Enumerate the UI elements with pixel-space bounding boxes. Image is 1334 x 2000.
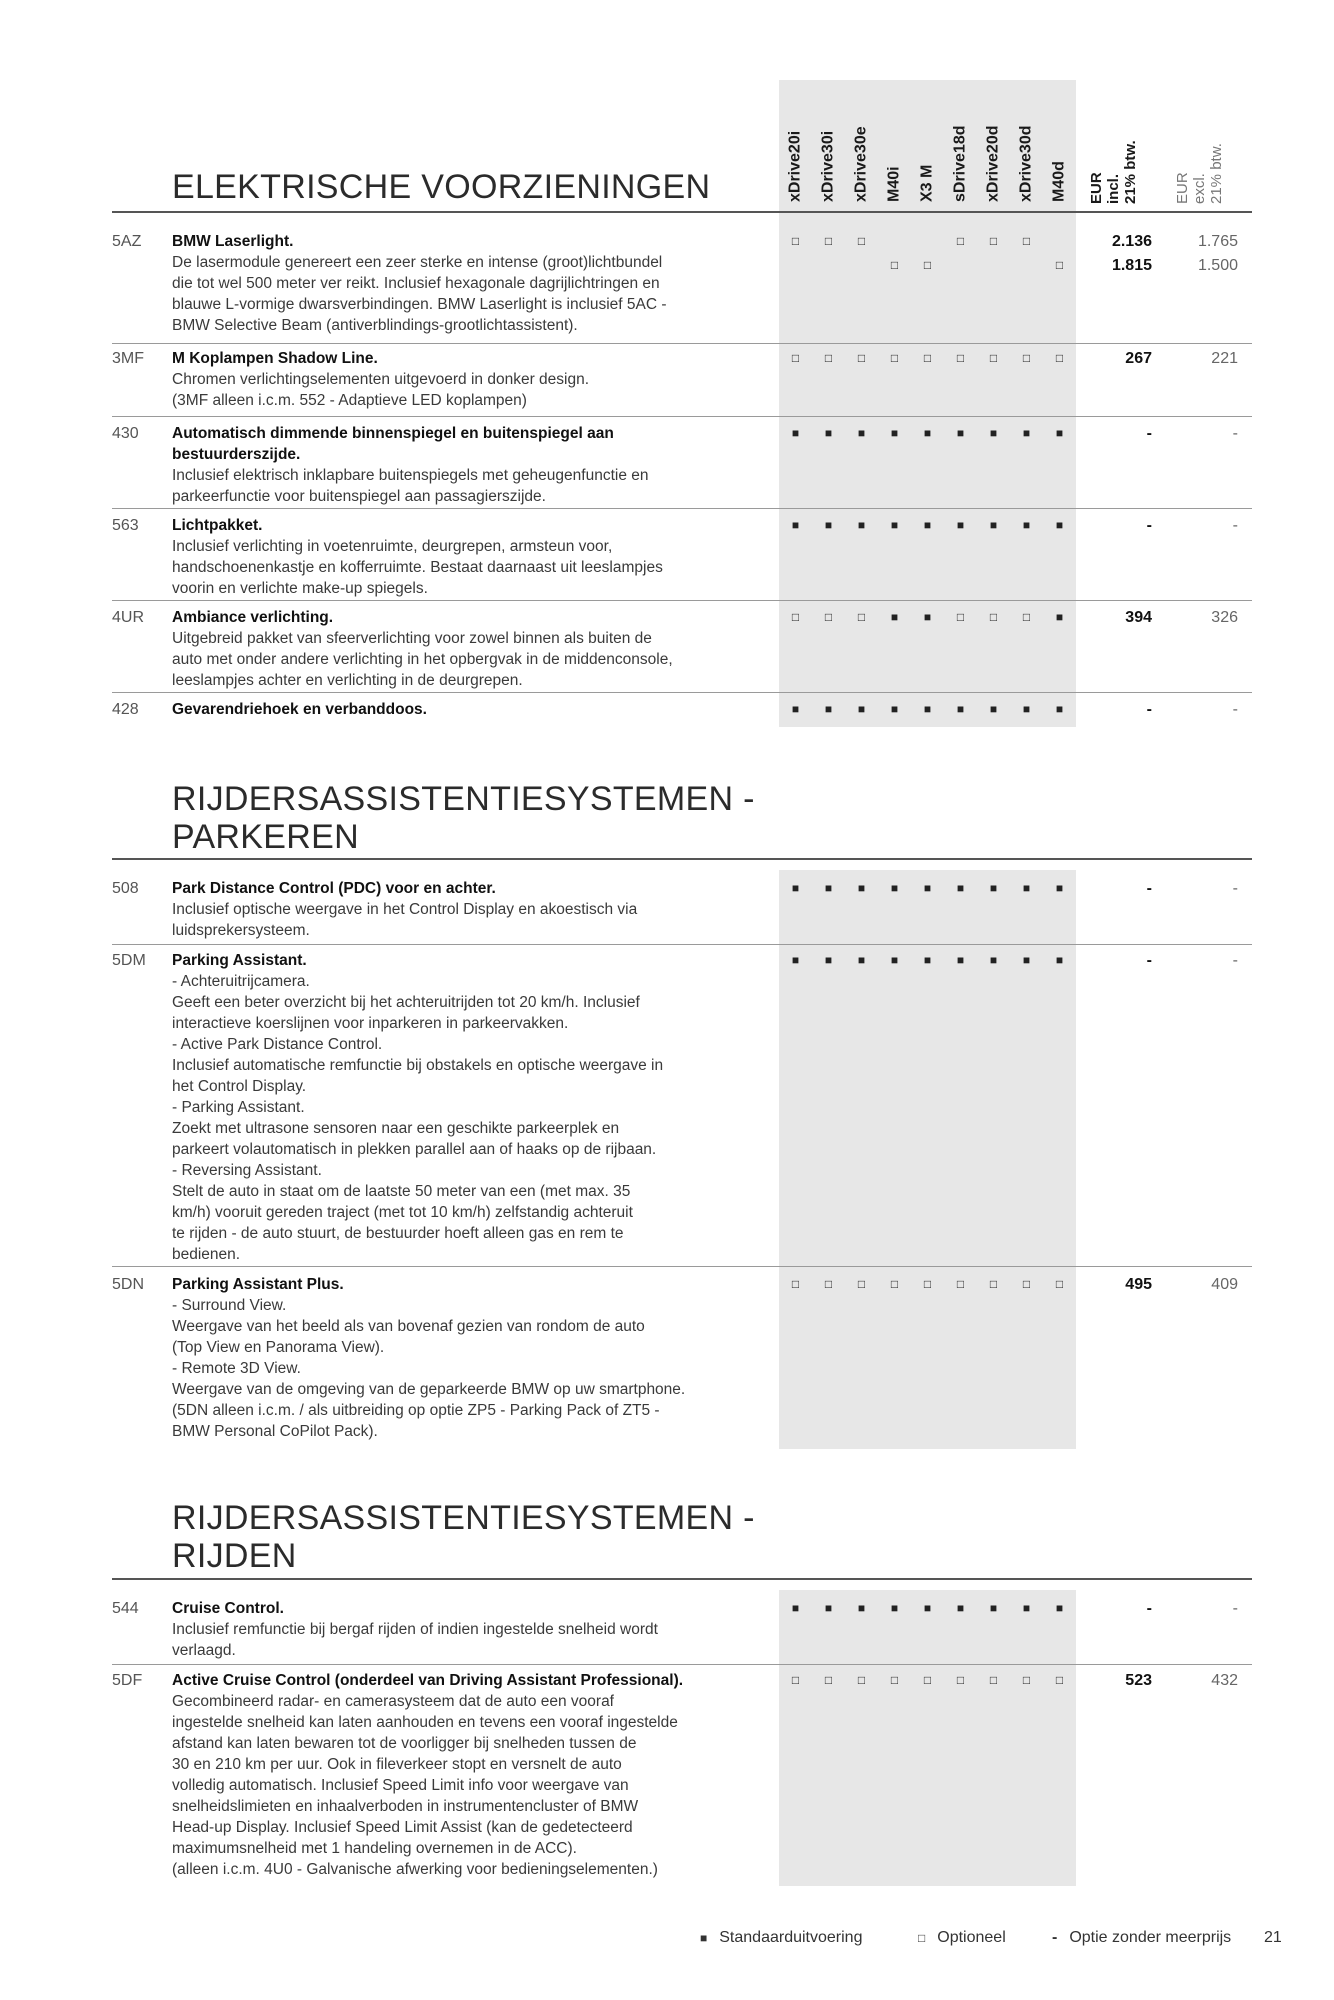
option-description: [172, 607, 762, 691]
price-excl-header: [1174, 110, 1225, 204]
standard-icon: ■: [890, 610, 899, 624]
standard-icon: ■: [890, 702, 899, 716]
model-header: [845, 80, 878, 202]
option-code: 428: [112, 701, 139, 718]
standard-icon: ■: [824, 426, 833, 440]
standard-icon: ■: [956, 1601, 965, 1615]
standard-icon: ■: [1055, 881, 1064, 895]
optional-icon: □: [857, 234, 866, 248]
standard-icon: ■: [890, 1601, 899, 1615]
section-title: ELEKTRISCHE VOORZIENINGEN: [172, 168, 711, 206]
model-header: [779, 80, 812, 202]
column-band: [1010, 1590, 1043, 1886]
dash-icon: -: [1052, 1929, 1058, 1946]
model-header-label: M40d: [1050, 161, 1068, 202]
legend-standard: [700, 1927, 862, 1949]
model-header: [944, 80, 977, 202]
option-body-text: Inclusief remfunctie bij bergaf rijden of indien ingestelde snelheid wordt verlaagd.: [172, 1621, 658, 1659]
option-title: Automatisch dimmende binnenspiegel en buitenspiegel aan bestuurderszijde.: [172, 425, 614, 463]
standard-icon: ■: [1055, 953, 1064, 967]
standard-icon: ■: [956, 702, 965, 716]
option-title: Gevarendriehoek en verbanddoos.: [172, 701, 427, 718]
optional-icon: □: [890, 351, 899, 365]
model-header: [1043, 80, 1076, 202]
legend-none: [1052, 1927, 1231, 1949]
column-band: [878, 1590, 911, 1886]
standard-icon: ■: [923, 881, 932, 895]
standard-icon: ■: [989, 426, 998, 440]
optional-icon: □: [989, 351, 998, 365]
standard-icon: ■: [1055, 518, 1064, 532]
row-divider: [112, 692, 1252, 693]
optional-icon: □: [956, 1277, 965, 1291]
optional-icon: □: [1022, 1277, 1031, 1291]
standard-icon: ■: [791, 518, 800, 532]
option-code: 5DM: [112, 952, 146, 969]
standard-icon: ■: [923, 1601, 932, 1615]
standard-icon: ■: [1055, 610, 1064, 624]
model-header-label: sDrive18d: [951, 125, 969, 202]
price-excl-header-line: excl.: [1191, 173, 1208, 204]
standard-icon: ■: [989, 953, 998, 967]
price-incl-header-line: 21% btw.: [1122, 140, 1139, 204]
price-excl-btw: -: [1232, 701, 1238, 718]
option-body-text: Inclusief verlichting in voetenruimte, deurgrepen, armsteun voor, handschoenenkastje en kofferruimte. Bestaat daarnaast uit leeslampjes voorin en verlichte make-up spiegels.: [172, 538, 663, 597]
price-incl-btw: 394: [1125, 609, 1152, 626]
standard-icon: ■: [1022, 953, 1031, 967]
price-incl-btw: 523: [1125, 1672, 1152, 1689]
optional-icon: □: [1055, 1277, 1064, 1291]
option-description: [172, 878, 762, 941]
model-header: [812, 80, 845, 202]
price-incl-header-line: EUR: [1088, 172, 1105, 204]
optional-icon: □: [1055, 258, 1064, 272]
row-divider: [112, 416, 1252, 417]
optional-icon: □: [1055, 1673, 1064, 1687]
column-band: [944, 1590, 977, 1886]
option-code: 563: [112, 517, 139, 534]
optional-icon: □: [857, 351, 866, 365]
option-body-text: - Surround View. Weergave van het beeld als van bovenaf gezien van rondom de auto (Top View en Panorama View). - Remote 3D View. Weergave van de omgeving van de geparkeerde BMW op uw smartphone. (5DN alleen i.c.m. / als uitbreiding op optie ZP5 - Parking Pack of ZT5 - BMW Personal CoPilot Pack).: [172, 1297, 686, 1440]
optional-icon: □: [956, 234, 965, 248]
optional-icon: □: [1022, 351, 1031, 365]
standard-icon: ■: [791, 426, 800, 440]
option-description: [172, 699, 762, 720]
option-body-text: De lasermodule genereert een zeer sterke en intense (groot)lichtbundel die tot wel 500 meter ver reikt. Inclusief hexagonale dagrijlichtringen en blauwe L-vormige dwarsverbindingen. BMW Laserlight is inclusief 5AC - BMW Selective Beam (antiverblindings-grootlichtassistent).: [172, 254, 667, 334]
price-excl-btw: 409: [1211, 1276, 1238, 1293]
standard-icon: ■: [1022, 1601, 1031, 1615]
option-description: [172, 1670, 762, 1880]
standard-icon: ■: [989, 518, 998, 532]
option-code: 430: [112, 425, 139, 442]
standard-icon: ■: [1022, 702, 1031, 716]
optional-icon: □: [791, 1673, 800, 1687]
option-code: 5DN: [112, 1276, 145, 1293]
option-body-text: Inclusief elektrisch inklapbare buitenspiegels met geheugenfunctie en parkeerfunctie voor buitenspiegel aan passagierszijde.: [172, 467, 649, 505]
option-title: Park Distance Control (PDC) voor en achter.: [172, 880, 496, 897]
option-code: 3MF: [112, 350, 144, 367]
price-incl-btw: -: [1146, 1600, 1152, 1617]
standard-icon: ■: [1022, 426, 1031, 440]
standard-icon: ■: [890, 881, 899, 895]
price-incl-btw: -: [1146, 517, 1152, 534]
optional-icon: □: [824, 234, 833, 248]
option-title: Ambiance verlichting.: [172, 609, 334, 626]
optional-icon: □: [824, 610, 833, 624]
standard-icon: ■: [824, 518, 833, 532]
price-incl-btw: -: [1146, 952, 1152, 969]
model-header-label: xDrive20i: [786, 130, 804, 202]
optional-icon: □: [956, 351, 965, 365]
legend-none-label: Optie zonder meerprijs: [1069, 1929, 1232, 1946]
standard-icon: ■: [791, 881, 800, 895]
option-description: [172, 1598, 762, 1661]
option-description: [172, 1274, 762, 1442]
column-band: [812, 1590, 845, 1886]
optional-icon: □: [923, 1673, 932, 1687]
standard-icon: ■: [956, 426, 965, 440]
option-body-text: Gecombineerd radar- en camerasysteem dat de auto een vooraf ingestelde snelheid kan laten aanhouden en tevens een vooraf ingestelde afstand kan laten bewaren tot de voorligger bij snelheden tussen de 30 en 210 km per uur. Ook in fileverkeer stopt en versnelt de auto volledig automatisch. Inclusief Speed Limit info voor weergave van snelheidslimieten en inhaalverboden in instrumentencluster of BMW Head-up Display. Inclusief Speed Limit Assist (kan de gedetecteerd maximumsnelheid met 1 handeling overnemen in de ACC). (alleen i.c.m. 4U0 - Galvanische afwerking voor bedieningselementen.): [172, 1693, 678, 1878]
row-divider: [112, 600, 1252, 601]
standard-icon: ■: [923, 610, 932, 624]
standard-icon: ■: [923, 426, 932, 440]
optional-icon: □: [1022, 234, 1031, 248]
price-incl-btw: -: [1146, 880, 1152, 897]
price-excl-btw: 1.500: [1197, 257, 1238, 274]
price-excl-header-line: 21% btw.: [1208, 143, 1225, 204]
standard-icon: ■: [824, 1601, 833, 1615]
option-body-text: - Achteruitrijcamera. Geeft een beter overzicht bij het achteruitrijden tot 20 km/h. Inclusief interactieve koerslijnen voor inparkeren in parkeervakken. - Active Park Distance Control. Inclusief automatische remfunctie bij obstakels en optische weergave in het Control Display. - Parking Assistant. Zoekt met ultrasone sensoren naar een geschikte parkeerplek en parkeert volautomatisch in plekken parallel aan of haaks op de rijbaan. - Reversing Assistant. Stelt de auto in staat om de laatste 50 meter van een (met max. 35 km/h) vooruit gereden traject (met tot 10 km/h) zelfstandig achteruit te rijden - de auto stuurt, de bestuurder hoeft alleen gas en rem te bedienen.: [172, 973, 664, 1263]
option-description: [172, 348, 762, 411]
optional-icon: □: [890, 258, 899, 272]
option-code: 544: [112, 1600, 139, 1617]
model-header-label: xDrive20d: [984, 125, 1002, 202]
standard-icon: ■: [791, 1601, 800, 1615]
optional-icon: □: [824, 1673, 833, 1687]
model-header-label: X3 M: [918, 164, 936, 202]
row-divider: [112, 343, 1252, 344]
standard-icon: ■: [923, 702, 932, 716]
standard-icon: ■: [857, 1601, 866, 1615]
optional-icon: □: [824, 1277, 833, 1291]
standard-icon: ■: [890, 518, 899, 532]
option-description: [172, 950, 762, 1265]
price-excl-btw: 432: [1211, 1672, 1238, 1689]
model-header-label: xDrive30e: [852, 126, 870, 202]
optional-icon: □: [956, 610, 965, 624]
price-incl-btw: 2.136: [1111, 233, 1152, 250]
option-title: Active Cruise Control (onderdeel van Driving Assistant Professional).: [172, 1672, 684, 1689]
option-title: Parking Assistant.: [172, 952, 307, 969]
price-excl-btw: 221: [1211, 350, 1238, 367]
standard-icon: ■: [857, 518, 866, 532]
optional-icon: □: [791, 234, 800, 248]
option-body-text: Uitgebreid pakket van sfeerverlichting voor zowel binnen als buiten de auto met onder andere verlichting in het opbergvak in de middenconsole, leeslampjes achter en verlichting in de deurgrepen.: [172, 630, 673, 689]
optional-icon: □: [989, 610, 998, 624]
standard-icon: ■: [857, 953, 866, 967]
optional-icon: □: [857, 1673, 866, 1687]
optional-icon: □: [989, 1673, 998, 1687]
column-band: [1043, 1590, 1076, 1886]
optional-icon: □: [890, 1277, 899, 1291]
option-body-text: Inclusief optische weergave in het Control Display en akoestisch via luidsprekersysteem.: [172, 901, 638, 939]
standard-icon: ■: [1022, 881, 1031, 895]
model-header: [911, 80, 944, 202]
section-title: RIJDERSASSISTENTIESYSTEMEN - PARKEREN: [172, 780, 755, 856]
row-divider: [112, 944, 1252, 945]
option-title: M Koplampen Shadow Line.: [172, 350, 378, 367]
section-title: RIJDERSASSISTENTIESYSTEMEN - RIJDEN: [172, 1499, 755, 1575]
option-code: 5AZ: [112, 233, 142, 250]
standard-icon: ■: [890, 426, 899, 440]
model-header-label: M40i: [885, 166, 903, 202]
column-band: [845, 1590, 878, 1886]
price-excl-btw: 1.765: [1197, 233, 1238, 250]
column-band: [779, 1590, 812, 1886]
legend-optional: [918, 1927, 1006, 1949]
model-header-label: xDrive30d: [1017, 125, 1035, 202]
optional-icon: □: [791, 610, 800, 624]
option-title: Parking Assistant Plus.: [172, 1276, 344, 1293]
price-excl-btw: -: [1232, 880, 1238, 897]
page-number: 21: [1264, 1929, 1282, 1946]
option-code: 508: [112, 880, 139, 897]
row-divider: [112, 508, 1252, 509]
model-header: [1010, 80, 1043, 202]
column-band: [977, 1590, 1010, 1886]
optional-icon: □: [918, 1931, 926, 1945]
option-title: BMW Laserlight.: [172, 233, 294, 250]
optional-icon: □: [989, 1277, 998, 1291]
standard-icon: ■: [857, 426, 866, 440]
standard-icon: ■: [1055, 426, 1064, 440]
section-rule: [112, 858, 1252, 860]
price-incl-header: [1088, 110, 1139, 204]
price-incl-btw: 1.815: [1111, 257, 1152, 274]
option-body-text: Chromen verlichtingselementen uitgevoerd in donker design. (3MF alleen i.c.m. 552 - Adaptieve LED koplampen): [172, 371, 590, 409]
model-header: [878, 80, 911, 202]
optional-icon: □: [791, 1277, 800, 1291]
price-excl-btw: -: [1232, 425, 1238, 442]
optional-icon: □: [791, 351, 800, 365]
section-rule: [112, 1578, 1252, 1580]
optional-icon: □: [923, 1277, 932, 1291]
model-header: [977, 80, 1010, 202]
standard-icon: ■: [857, 702, 866, 716]
standard-icon: ■: [956, 518, 965, 532]
option-description: [172, 423, 762, 507]
standard-icon: ■: [791, 953, 800, 967]
price-excl-btw: -: [1232, 952, 1238, 969]
standard-icon: ■: [1055, 702, 1064, 716]
row-divider: [112, 1664, 1252, 1665]
optional-icon: □: [1022, 1673, 1031, 1687]
standard-icon: ■: [989, 702, 998, 716]
standard-icon: ■: [956, 953, 965, 967]
optional-icon: □: [824, 351, 833, 365]
legend-optional-label: Optioneel: [937, 1929, 1006, 1946]
standard-icon: ■: [791, 702, 800, 716]
standard-icon: ■: [824, 881, 833, 895]
option-description: [172, 231, 762, 336]
price-incl-btw: 495: [1125, 1276, 1152, 1293]
standard-icon: ■: [824, 702, 833, 716]
optional-icon: □: [956, 1673, 965, 1687]
standard-icon: ■: [857, 881, 866, 895]
standard-icon: ■: [1055, 1601, 1064, 1615]
price-incl-btw: -: [1146, 425, 1152, 442]
price-excl-header-line: EUR: [1174, 172, 1191, 204]
optional-icon: □: [989, 234, 998, 248]
standard-icon: ■: [824, 953, 833, 967]
price-excl-btw: 326: [1211, 609, 1238, 626]
optional-icon: □: [857, 1277, 866, 1291]
standard-icon: ■: [923, 953, 932, 967]
option-title: Cruise Control.: [172, 1600, 284, 1617]
legend-standard-label: Standaarduitvoering: [719, 1929, 863, 1946]
standard-icon: ■: [1022, 518, 1031, 532]
standard-icon: ■: [989, 881, 998, 895]
option-title: Lichtpakket.: [172, 517, 263, 534]
model-header-label: xDrive30i: [819, 130, 837, 202]
option-code: 5DF: [112, 1672, 143, 1689]
price-incl-btw: 267: [1125, 350, 1152, 367]
optional-icon: □: [1022, 610, 1031, 624]
standard-icon: ■: [700, 1931, 708, 1945]
optional-icon: □: [857, 610, 866, 624]
option-code: 4UR: [112, 609, 145, 626]
standard-icon: ■: [923, 518, 932, 532]
optional-icon: □: [923, 351, 932, 365]
optional-icon: □: [923, 258, 932, 272]
price-excl-btw: -: [1232, 517, 1238, 534]
price-incl-header-line: incl.: [1105, 173, 1122, 204]
standard-icon: ■: [956, 881, 965, 895]
standard-icon: ■: [890, 953, 899, 967]
price-incl-btw: -: [1146, 701, 1152, 718]
column-band: [911, 1590, 944, 1886]
standard-icon: ■: [989, 1601, 998, 1615]
option-description: [172, 515, 762, 599]
row-divider: [112, 1266, 1252, 1267]
price-excl-btw: -: [1232, 1600, 1238, 1617]
section-rule: [112, 211, 1252, 213]
optional-icon: □: [890, 1673, 899, 1687]
optional-icon: □: [1055, 351, 1064, 365]
